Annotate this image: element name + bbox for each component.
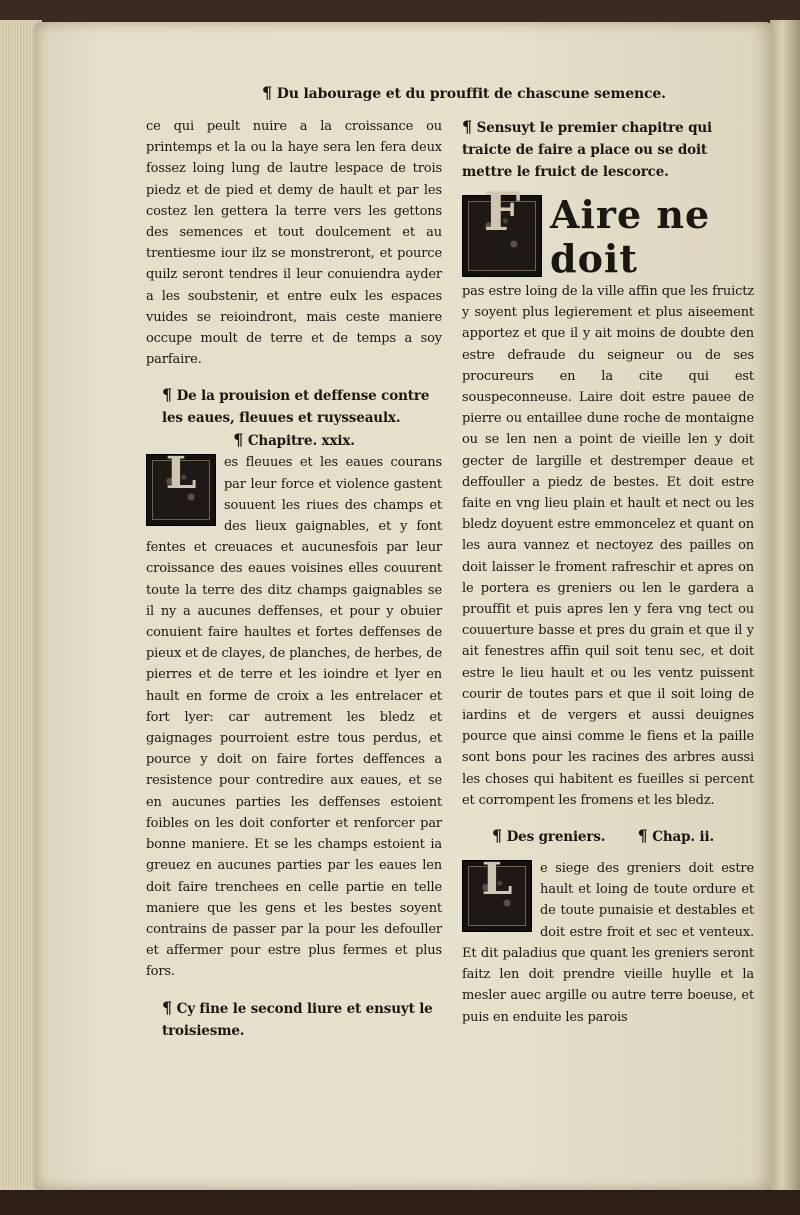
left-chapter-text: es fleuues et les eaues courans par leur force et violence gastent souuent les riues des champs et des lieux gaignables, et y font fentes et creuaces et aucunesfois par leur croissance des eaues voisines elles couurent toute la terre des ditz champs gaignables se il ny a aucunes deffenses, et pour y obuier conuient faire haultes et fortes deffenses de pieux et de clayes, de planches, de herbes, de pierres et de terre et les ioindre et lyer en hault en forme de croix a les entrelacer et fort lyer: car autrement les bledz et gaignages pourroient estre tous perdus, et pource y doit on faire fortes deffences a resistence pour contredire aux eaues, et se en aucunes parties les deffenses estoient foibles on les doit conforter et renforcer par bonne maniere. Et se les champs estoient ia greuez en aucunes parties par les eaues len doit faire trenchees en celle partie en telle maniere que les gens et les bestes soyent contrains de passer par la pour les defouller et affermer pour estre plus fermes et plus fors. — [146, 455, 442, 980]
pilcrow-icon: ¶ — [162, 385, 173, 405]
pilcrow-icon: ¶ — [637, 826, 648, 846]
greniers-heading — [462, 825, 754, 848]
right-chapter-text: pas estre loing de la ville affin que les fruictz y soyent plus legierement et plus aiseement apportez et que il y ait moins de doubte den estre defraude du seigneur ou de ses procureurs en la cite qui est souspeconneuse. Laire doit estre pauee de pierre ou entaillee dune roche de montaigne ou se len nen a point de vieille len y doit gecter de largille et destremper deaue et deffouller a piedz de bestes. Et doit estre faite en vng lieu plain et hault et nect ou les bledz doyuent estre emmoncelez et quant on les aura vannez et nectoyez des pailles on doit laisser le froment rafreschir et apres on le portera es greniers ou len le gardera a prouffit et puis apres len y fera vng tect ou couuerture basse et pres du grain et que il y ait fenestres affin quil soit tenu sec, et doit estre le lieu hault et ou les ventz puissent courir de toutes pars et que il soit loing de iardins et de vergers et aussi deuignes pource que ainsi comme le fiens et la paille sont bons pour les racines des arbres aussi les choses qui habitent es fueilles si percent et corrompent les fromens et les bledz. — [462, 284, 754, 808]
chapter-label-text: Chapitre. xxix. — [247, 433, 355, 450]
running-head-text: Du labourage et du prouffit de chascune semence. — [276, 86, 666, 102]
initial-letter: L — [481, 854, 513, 906]
right-column — [462, 116, 754, 1028]
section-heading — [146, 384, 442, 429]
decorated-initial — [462, 854, 532, 932]
section-heading-text: De la prouision et deffense contre les eaues, fleuues et ruysseaulx. — [162, 388, 430, 427]
pilcrow-icon: ¶ — [262, 83, 273, 102]
facing-page-edge — [770, 20, 800, 1190]
initial-letter: F — [483, 182, 521, 243]
decorated-initial — [462, 182, 542, 277]
right-chapter2-text: e siege des greniers doit estre hault et loing de toute ordure et de toute punaisie et destables et doit estre froit et sec et venteux. Et dit paladius que quant les greniers seront faitz len doit prendre vieille huylle et la mesler auec argille ou autre terre boeuse, et puis en enduite les parois — [462, 861, 754, 1025]
pilcrow-icon: ¶ — [233, 430, 244, 450]
initial-letter: L — [165, 448, 197, 500]
decorated-initial — [146, 448, 216, 526]
left-continuation-text: ce qui peult nuire a la croissance ou printemps et la ou la haye sera len fera deux fossez loing lung de lautre lespace de trois piedz et de pied et demy de hault et par les costez len gettera la terre vers les gettons des semences et tout doulcement et au trentiesme iour ilz se monstreront, et pource quilz seront tendres il leur conuiendra ayder a les soubstenir, et entre eulx les espaces vuides se reioindront, mais ceste maniere occupe moult de terre et de temps a soy parfaire. — [146, 119, 442, 368]
greniers-heading-text: Des greniers. — [506, 829, 606, 846]
closing-line — [146, 997, 442, 1042]
chapter2-label: Chap. ii. — [652, 829, 714, 846]
running-head — [262, 82, 666, 105]
intro-heading-text: Sensuyt le premier chapitre qui traicte de faire a place ou se doit mettre le fruict de lescorce. — [462, 120, 713, 180]
pilcrow-icon: ¶ — [492, 826, 503, 846]
intro-heading — [462, 116, 754, 183]
left-column — [146, 116, 442, 1042]
pilcrow-icon: ¶ — [462, 117, 473, 136]
closing-line-text: Cy fine le second liure et ensuyt le troisiesme. — [162, 1000, 433, 1039]
opening-word: Aire ne doit — [550, 192, 711, 281]
pilcrow-icon: ¶ — [162, 997, 173, 1017]
